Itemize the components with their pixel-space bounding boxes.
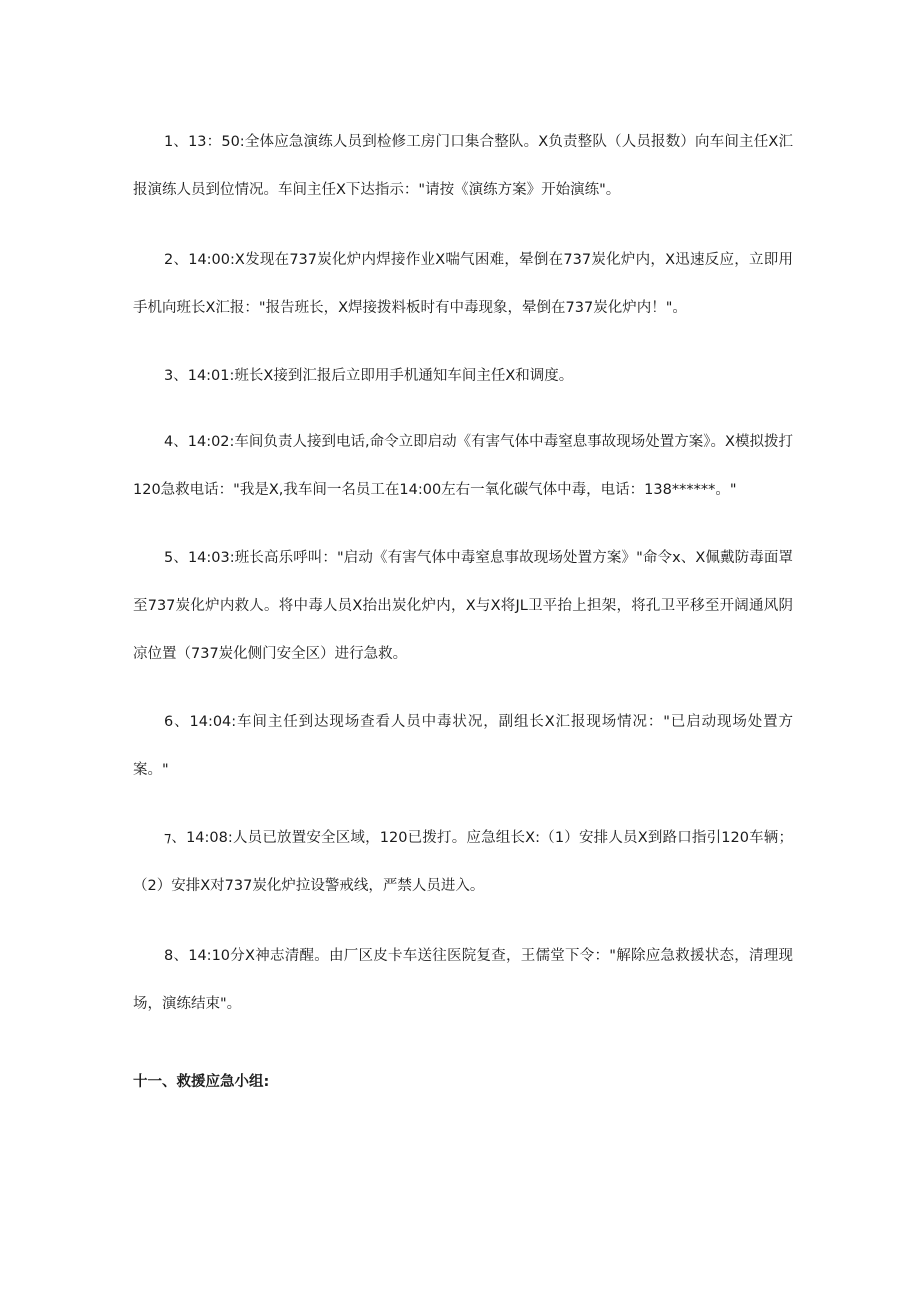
section-heading: 十一、救援应急小组: [133, 1074, 270, 1090]
drill-step-2: 2、14:00:X发现在737炭化炉内焊接作业X喘气困难，晕倒在737炭化炉内，X迅速反应，立即用手机向班长X汇报："报告班长，X焊接拨料板时有中毒现象，晕倒在737炭化炉内！"。 [133, 252, 793, 316]
drill-step-4: 4、14:02:车间负责人接到电话,命令立即启动《有害气体中毒窒息事故现场处置方案》。X模拟拨打120急救电话："我是X,我车间一名员工在14:00左右一氧化碳气体中毒，电话：138******。" [133, 434, 793, 498]
drill-step-6: 6、14:04:车间主任到达现场查看人员中毒状况，副组长X汇报现场情况："已启动现场处置方案。" [133, 714, 793, 778]
drill-step-5: 5、14:03:班长高乐呼叫："启动《有害气体中毒窒息事故现场处置方案》"命令x、X佩戴防毒面罩至737炭化炉内救人。将中毒人员X抬出炭化炉内，X与X将JL卫平抬上担架，将孔卫平移至开阔通风阴凉位置（737炭化侧门安全区）进行急救。 [133, 550, 793, 662]
drill-step-3: 3、14:01:班长X接到汇报后立即用手机通知车间主任X和调度。 [164, 368, 574, 384]
drill-step-1: 1、13：50:全体应急演练人员到检修工房门口集合整队。X负责整队（人员报数）向车间主任X汇报演练人员到位情况。车间主任X下达指示："请按《演练方案》开始演练"。 [133, 134, 793, 198]
drill-step-8: 8、14:10分X神志清醒。由厂区皮卡车送往医院复查，王儒堂下令："解除应急救援状态，清理现场，演练结束"。 [133, 948, 793, 1012]
drill-step-7: ⁊、14:08:人员已放置安全区域，120已拨打。应急组长X:（1）安排人员X到路口指引120车辆；（2）安排X对737炭化炉拉设警戒线，严禁人员进入。 [133, 830, 793, 894]
